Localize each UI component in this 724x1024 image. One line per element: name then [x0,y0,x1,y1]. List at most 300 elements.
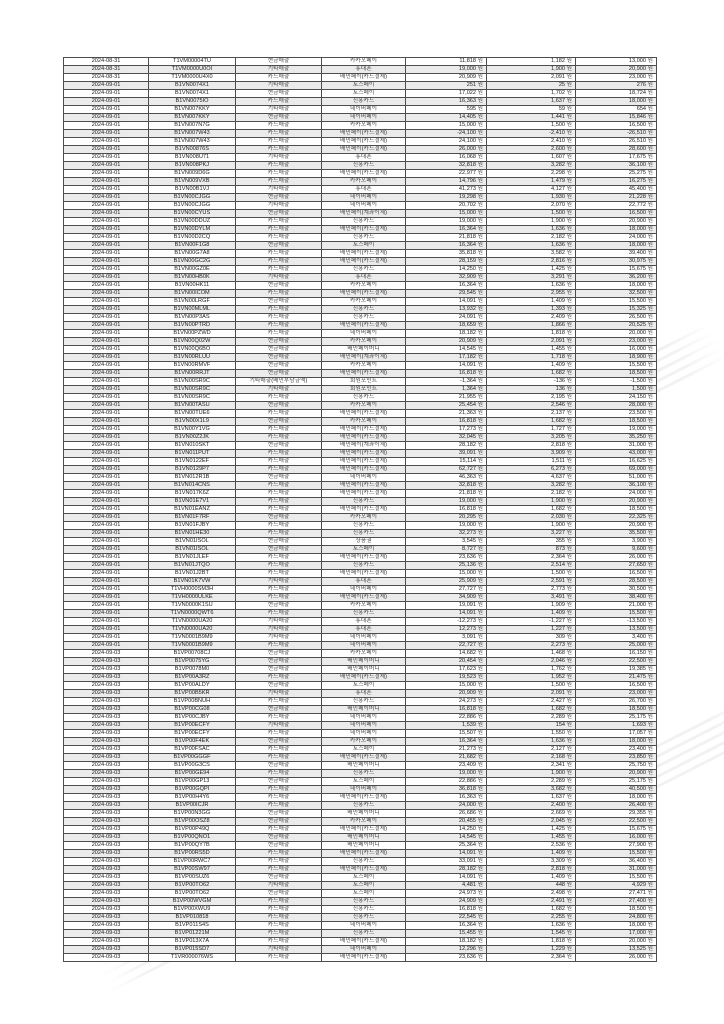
cell-order-code: B1VN01J2BT [149,570,236,578]
cell-total-amount: 26,700 원 [576,698,657,706]
cell-sales-type: 현금매출 [236,194,322,202]
cell-payment-method: 카카오페이 [322,402,406,410]
cell-date: 2024-09-01 [64,194,149,202]
cell-order-code: B1VN0122EF [149,458,236,466]
cell-date: 2024-09-01 [64,466,149,474]
cell-payment-method: 배민페이(카드결제) [322,866,406,874]
cell-vat-amount: 136 원 [487,386,576,394]
cell-total-amount: 36,200 원 [576,274,657,282]
cell-vat-amount: 2,400 원 [487,802,576,810]
cell-sales-type: 현금매출 [236,442,322,450]
cell-vat-amount: 1,545 원 [487,930,576,938]
cell-vat-amount: 2,070 원 [487,202,576,210]
cell-sales-type: 기타매출 [236,386,322,394]
cell-date: 2024-09-03 [64,730,149,738]
cell-vat-amount: 59 원 [487,106,576,114]
cell-total-amount: 39,400 원 [576,250,657,258]
cell-date: 2024-09-01 [64,282,149,290]
table-row [64,306,657,314]
cell-sales-type: 카드매출 [236,906,322,914]
cell-vat-amount: 1,900 원 [487,770,576,778]
cell-supply-amount: 1,364 원 [406,386,487,394]
table-row [64,482,657,490]
cell-order-code: T1VH0000SM3H [149,586,236,594]
table-row [64,114,657,122]
cell-payment-method: 신용카드 [322,698,406,706]
cell-payment-method: 네이버페이 [322,786,406,794]
table-row [64,698,657,706]
cell-total-amount: 18,000 원 [576,922,657,930]
cell-supply-amount: 25,909 원 [406,578,487,586]
cell-supply-amount: 28,182 원 [406,442,487,450]
cell-vat-amount: 1,727 원 [487,426,576,434]
cell-total-amount: 20,900 원 [576,522,657,530]
cell-date: 2024-09-01 [64,338,149,346]
table-row [64,474,657,482]
cell-payment-method: 배민페이(카드결제) [322,482,406,490]
cell-sales-type: 현금매출 [236,338,322,346]
cell-sales-type: 카드매출 [236,610,322,618]
cell-order-code: B1VN007N7G [149,122,236,130]
cell-order-code: B1VN01E7V1 [149,498,236,506]
cell-order-code: B1VP00ICJR [149,802,236,810]
cell-supply-amount: 21,818 원 [406,234,487,242]
cell-total-amount: 26,000 원 [576,554,657,562]
cell-payment-method: 토스페이 [322,546,406,554]
cell-sales-type: 카드매출 [236,594,322,602]
cell-order-code: B1VP00RS5D [149,850,236,858]
cell-payment-method: 네이버페이 [322,722,406,730]
cell-supply-amount: 32,818 원 [406,482,487,490]
cell-date: 2024-09-01 [64,314,149,322]
cell-vat-amount: 2,168 원 [487,754,576,762]
cell-payment-method: 배민페이(계좌이체) [322,354,406,362]
cell-sales-type: 카드매출 [236,794,322,802]
cell-order-code: B1VN00B1VJ [149,186,236,194]
cell-payment-method: 배민페이(카드결제) [322,130,406,138]
cell-order-code: B1VN01HE30 [149,530,236,538]
cell-date: 2024-09-01 [64,266,149,274]
cell-total-amount: 24,150 원 [576,394,657,402]
cell-sales-type: 현금매출 [236,762,322,770]
cell-order-code: B1VN010SKT [149,442,236,450]
cell-sales-type: 현금매출 [236,346,322,354]
cell-date: 2024-09-01 [64,490,149,498]
cell-payment-method: 배민페이(카드결제) [322,570,406,578]
cell-order-code: B1VN01JLEF [149,554,236,562]
cell-supply-amount: 20,295 원 [406,514,487,522]
cell-order-code: B1VN00RMVF [149,362,236,370]
cell-sales-type: 기타매출 [236,186,322,194]
cell-payment-method: 배민페이(카드결제) [322,170,406,178]
cell-sales-type: 현금매출 [236,474,322,482]
cell-date: 2024-09-03 [64,906,149,914]
table-row [64,930,657,938]
cell-date: 2024-09-01 [64,570,149,578]
cell-supply-amount: 15,114 원 [406,458,487,466]
cell-order-code: T1VN0000UA20 [149,626,236,634]
cell-supply-amount: 16,068 원 [406,154,487,162]
table-row [64,314,657,322]
cell-vat-amount: 25 원 [487,82,576,90]
cell-payment-method: 카카오페이 [322,362,406,370]
cell-date: 2024-08-31 [64,58,149,66]
cell-date: 2024-09-01 [64,138,149,146]
cell-order-code: B1VN00PZWD [149,330,236,338]
cell-vat-amount: 2,182 원 [487,234,576,242]
table-row [64,466,657,474]
cell-sales-type: 기타매출 [236,690,322,698]
cell-sales-type: 현금매출 [236,778,322,786]
cell-payment-method: 배민페이머니 [322,666,406,674]
cell-total-amount: 69,000 원 [576,466,657,474]
cell-date: 2024-09-01 [64,306,149,314]
cell-order-code: B1VP015SD7 [149,946,236,954]
cell-supply-amount: 16,363 원 [406,794,487,802]
table-row [64,874,657,882]
cell-vat-amount: 1,762 원 [487,666,576,674]
table-row [64,610,657,618]
table-row [64,578,657,586]
cell-order-code: B1VN00876S [149,146,236,154]
cell-vat-amount: 1,702 원 [487,90,576,98]
cell-sales-type: 카드매출 [236,410,322,418]
cell-vat-amount: 1,441 원 [487,114,576,122]
cell-order-code: B1VP00N3GG [149,810,236,818]
cell-order-code: B1VN00DDUZ [149,218,236,226]
cell-date: 2024-09-01 [64,538,149,546]
cell-sales-type: 카드매출 [236,498,322,506]
cell-payment-method: 신용카드 [322,858,406,866]
cell-sales-type: 카드매출 [236,98,322,106]
table-row [64,250,657,258]
table-row [64,82,657,90]
table-row [64,130,657,138]
table-row [64,322,657,330]
cell-order-code: T1VM0000U4X0 [149,74,236,82]
cell-sales-type: 카드매출 [236,642,322,650]
cell-date: 2024-09-01 [64,514,149,522]
cell-order-code: B1VP013X7A [149,938,236,946]
cell-vat-amount: 1,500 원 [487,122,576,130]
cell-payment-method: 배민페이(카드결제) [322,290,406,298]
cell-supply-amount: 24,000 원 [406,802,487,810]
cell-vat-amount: 2,182 원 [487,490,576,498]
cell-sales-type: 카드매출 [236,266,322,274]
cell-vat-amount: 1,682 원 [487,418,576,426]
cell-vat-amount: 4,637 원 [487,474,576,482]
cell-order-code: B1VP011S4S [149,922,236,930]
cell-vat-amount: 1,909 원 [487,602,576,610]
table-row [64,706,657,714]
cell-total-amount: 25,175 원 [576,778,657,786]
cell-supply-amount: 20,702 원 [406,202,487,210]
cell-order-code: B1VN007W43 [149,130,236,138]
table-row [64,218,657,226]
cell-supply-amount: 17,273 원 [406,426,487,434]
cell-order-code: B1VP00A3RZ [149,674,236,682]
cell-sales-type: 카드매출 [236,770,322,778]
cell-date: 2024-09-01 [64,426,149,434]
cell-supply-amount: 26,686 원 [406,810,487,818]
cell-date: 2024-09-01 [64,378,149,386]
cell-sales-type: 카드매출 [236,554,322,562]
table-row [64,370,657,378]
cell-vat-amount: 2,364 원 [487,954,576,962]
cell-order-code: B1VN00PTRD [149,322,236,330]
cell-supply-amount: 15,000 원 [406,210,487,218]
cell-sales-type: 현금매출 [236,298,322,306]
cell-total-amount: 21,228 원 [576,194,657,202]
cell-order-code: B1VN00HB0K [149,274,236,282]
cell-vat-amount: -2,410 원 [487,130,576,138]
cell-supply-amount: 251 원 [406,82,487,90]
cell-order-code: B1VP00CJBY [149,714,236,722]
cell-order-code: B1VN01F7RF [149,514,236,522]
table-row [64,586,657,594]
cell-total-amount: -1,500 원 [576,378,657,386]
table-row [64,946,657,954]
cell-total-amount: 17,675 원 [576,154,657,162]
cell-payment-method: 신용카드 [322,162,406,170]
cell-vat-amount: 1,682 원 [487,906,576,914]
table-row [64,634,657,642]
cell-order-code: B1VN008U71 [149,154,236,162]
cell-date: 2024-09-01 [64,122,149,130]
cell-sales-type: 기타매출 [236,722,322,730]
cell-vat-amount: 2,818 원 [487,442,576,450]
cell-vat-amount: 1,455 원 [487,834,576,842]
cell-date: 2024-09-03 [64,650,149,658]
cell-supply-amount: -24,100 원 [406,130,487,138]
cell-sales-type: 기타매출 [236,882,322,890]
cell-supply-amount: 12,273 원 [406,626,487,634]
cell-date: 2024-09-03 [64,698,149,706]
cell-payment-method: 신용카드 [322,906,406,914]
cell-sales-type: 카드매출 [236,234,322,242]
table-row [64,394,657,402]
cell-total-amount: 35,250 원 [576,434,657,442]
table-row [64,530,657,538]
cell-vat-amount: 3,309 원 [487,858,576,866]
cell-supply-amount: 14,545 원 [406,346,487,354]
cell-date: 2024-09-01 [64,578,149,586]
cell-sales-type: 카드매출 [236,674,322,682]
cell-payment-method: 배민페이(카드결제) [322,250,406,258]
cell-supply-amount: 19,000 원 [406,498,487,506]
cell-order-code: T1VN0000K1SU [149,602,236,610]
cell-date: 2024-09-01 [64,114,149,122]
cell-total-amount: 18,000 원 [576,282,657,290]
cell-vat-amount: -136 원 [487,378,576,386]
cell-order-code: B1VP00H4Y6 [149,794,236,802]
cell-date: 2024-09-01 [64,370,149,378]
cell-payment-method: 네이버페이 [322,634,406,642]
cell-total-amount: 38,400 원 [576,594,657,602]
cell-payment-method: 네이버페이 [322,114,406,122]
cell-vat-amount: 2,600 원 [487,146,576,154]
table-row [64,650,657,658]
cell-payment-method: 토스페이 [322,890,406,898]
cell-supply-amount: 4,481 원 [406,882,487,890]
cell-payment-method: 신용카드 [322,530,406,538]
cell-total-amount: 20,900 원 [576,218,657,226]
cell-total-amount: 20,000 원 [576,938,657,946]
cell-payment-method: 배민페이(카드결제) [322,426,406,434]
table-row [64,754,657,762]
table-row [64,90,657,98]
cell-vat-amount: 1,636 원 [487,922,576,930]
cell-order-code: B1VN00LRGF [149,298,236,306]
cell-supply-amount: 18,182 원 [406,938,487,946]
cell-order-code: B1VN00DYLM [149,226,236,234]
table-row [64,98,657,106]
cell-vat-amount: 3,205 원 [487,434,576,442]
cell-supply-amount: 14,250 원 [406,266,487,274]
cell-vat-amount: 1,500 원 [487,682,576,690]
table-row [64,714,657,722]
cell-sales-type: 현금매출 [236,282,322,290]
cell-supply-amount: 16,818 원 [406,706,487,714]
cell-supply-amount: 14,405 원 [406,114,487,122]
cell-vat-amount: 1,718 원 [487,354,576,362]
cell-vat-amount: 2,289 원 [487,778,576,786]
cell-supply-amount: 14,091 원 [406,298,487,306]
cell-vat-amount: 1,900 원 [487,498,576,506]
cell-vat-amount: 2,137 원 [487,410,576,418]
cell-supply-amount: 15,455 원 [406,930,487,938]
cell-payment-method: 배민페이(카드결제) [322,794,406,802]
cell-total-amount: 35,500 원 [576,530,657,538]
cell-total-amount: 30,975 원 [576,258,657,266]
cell-total-amount: 22,500 원 [576,818,657,826]
table-row [64,914,657,922]
cell-total-amount: 18,900 원 [576,354,657,362]
cell-date: 2024-09-01 [64,162,149,170]
cell-supply-amount: 16,818 원 [406,506,487,514]
cell-sales-type: 카드매출 [236,866,322,874]
cell-vat-amount: 1,409 원 [487,362,576,370]
cell-supply-amount: 29,545 원 [406,290,487,298]
cell-supply-amount: 25,454 원 [406,402,487,410]
cell-sales-type: 현금매출 [236,810,322,818]
cell-vat-amount: 1,682 원 [487,706,576,714]
table-row [64,802,657,810]
cell-supply-amount: 34,909 원 [406,594,487,602]
cell-sales-type: 기타매출 [236,82,322,90]
cell-order-code: B1VN00G7A8 [149,250,236,258]
cell-supply-amount: 19,523 원 [406,674,487,682]
cell-date: 2024-09-03 [64,754,149,762]
cell-payment-method: 배민페이(카드결제) [322,74,406,82]
cell-payment-method: 카카오페이 [322,298,406,306]
cell-supply-amount: 16,818 원 [406,370,487,378]
cell-total-amount: 16,500 원 [576,682,657,690]
cell-vat-amount: 1,866 원 [487,322,576,330]
cell-sales-type: 현금매출 [236,650,322,658]
cell-total-amount: 16,625 원 [576,458,657,466]
table-row [64,410,657,418]
cell-vat-amount: 1,930 원 [487,194,576,202]
cell-payment-method: 네이버페이 [322,586,406,594]
cell-sales-type: 기타매출 [236,202,322,210]
table-row [64,434,657,442]
cell-payment-method: 신용카드 [322,394,406,402]
cell-sales-type: 현금매출 [236,738,322,746]
cell-sales-type: 카드매출 [236,330,322,338]
table-row [64,778,657,786]
cell-payment-method: 배민페이(카드결제) [322,826,406,834]
cell-total-amount: 15,325 원 [576,306,657,314]
cell-date: 2024-09-01 [64,106,149,114]
cell-supply-amount: 23,636 원 [406,954,487,962]
cell-order-code: B1VP00FSAC [149,746,236,754]
cell-sales-type: 기타매출(배민부담금액) [236,378,322,386]
sales-settlement-table [63,57,657,962]
cell-date: 2024-09-01 [64,602,149,610]
cell-supply-amount: 14,250 원 [406,826,487,834]
cell-vat-amount: 448 원 [487,882,576,890]
table-row [64,242,657,250]
cell-supply-amount: 32,818 원 [406,162,487,170]
cell-order-code: B1VN012R1B [149,474,236,482]
cell-supply-amount: 16,818 원 [406,418,487,426]
cell-supply-amount: 24,100 원 [406,138,487,146]
cell-supply-amount: 28,159 원 [406,258,487,266]
cell-vat-amount: 2,045 원 [487,818,576,826]
table-row [64,418,657,426]
cell-date: 2024-09-03 [64,682,149,690]
cell-payment-method: 토스페이 [322,882,406,890]
cell-supply-amount: -1,364 원 [406,378,487,386]
cell-total-amount: 20,525 원 [576,322,657,330]
cell-order-code: B1VN00D2CQ [149,234,236,242]
cell-vat-amount: 3,682 원 [487,786,576,794]
cell-date: 2024-09-01 [64,450,149,458]
cell-total-amount: 19,385 원 [576,666,657,674]
cell-date: 2024-09-01 [64,474,149,482]
cell-date: 2024-09-01 [64,562,149,570]
cell-vat-amount: 2,669 원 [487,810,576,818]
cell-payment-method: 카카오페이 [322,122,406,130]
cell-supply-amount: 16,364 원 [406,282,487,290]
cell-vat-amount: 1,409 원 [487,298,576,306]
cell-total-amount: 16,500 원 [576,122,657,130]
cell-order-code: B1VN009VXB [149,178,236,186]
table-row [64,298,657,306]
cell-payment-method: 카카오페이 [322,58,406,66]
cell-total-amount: 16,500 원 [576,570,657,578]
cell-total-amount: 28,600 원 [576,146,657,154]
cell-sales-type: 카드매출 [236,826,322,834]
cell-supply-amount: 14,091 원 [406,850,487,858]
cell-order-code: B1VP00TO62 [149,882,236,890]
cell-vat-amount: 1,500 원 [487,570,576,578]
cell-supply-amount: 17,182 원 [406,354,487,362]
cell-order-code: B1VN00SR9C [149,394,236,402]
cell-vat-amount: 1,409 원 [487,850,576,858]
cell-order-code: B1VN00Y1VG [149,426,236,434]
cell-order-code: T1VH0000ULKE [149,594,236,602]
cell-total-amount: 23,500 원 [576,410,657,418]
cell-order-code: B1VN01K7VW [149,578,236,586]
table-row [64,658,657,666]
cell-payment-method: 신용카드 [322,306,406,314]
cell-vat-amount: 2,536 원 [487,842,576,850]
cell-vat-amount: 1,425 원 [487,266,576,274]
cell-total-amount: 27,900 원 [576,842,657,850]
cell-supply-amount: 8,727 원 [406,546,487,554]
